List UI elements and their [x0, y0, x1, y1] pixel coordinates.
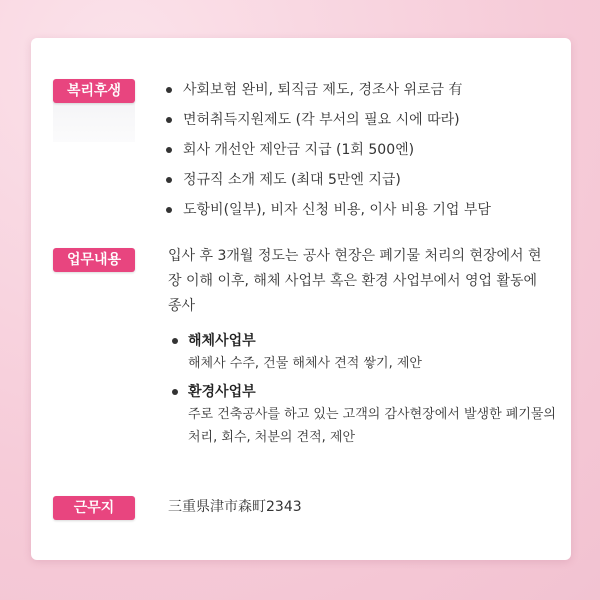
duties-section — [168, 381, 558, 449]
label-shadow — [53, 102, 135, 142]
duties-intro: 입사 후 3개월 정도는 공사 현장은 폐기물 처리의 현장에서 현장 이해 이후, 해체 사업부 혹은 환경 사업부에서 영업 활동에 종사 — [168, 248, 542, 314]
list-item: 면허취득지원제도 (각 부서의 필요 시에 따라) — [161, 105, 491, 135]
location-address: 三重県津市森町2343 — [168, 499, 302, 515]
section-text: 해체사 수주, 건물 해체사 견적 쌓기, 제안 — [188, 356, 422, 371]
section-title: 해체사업부 — [168, 330, 558, 352]
section-text: 주로 건축공사를 하고 있는 고객의 감사현장에서 발생한 폐기물의 처리, 회수, 처분의 견적, 제안 — [188, 407, 556, 445]
welfare-label: 복리후생 — [53, 79, 135, 103]
location-label: 근무지 — [53, 496, 135, 520]
info-card — [31, 38, 571, 560]
section-title: 환경사업부 — [168, 381, 558, 403]
list-item: 도항비(일부), 비자 신청 비용, 이사 비용 기업 부담 — [161, 195, 491, 225]
duties-label: 업무내용 — [53, 248, 135, 272]
list-item: 사회보험 완비, 퇴직금 제도, 경조사 위로금 有 — [161, 75, 491, 105]
welfare-list — [161, 75, 491, 225]
list-item: 정규직 소개 제도 (최대 5만엔 지급) — [161, 165, 491, 195]
list-item: 회사 개선안 제안금 지급 (1회 500엔) — [161, 135, 491, 165]
duties-section — [168, 330, 558, 375]
